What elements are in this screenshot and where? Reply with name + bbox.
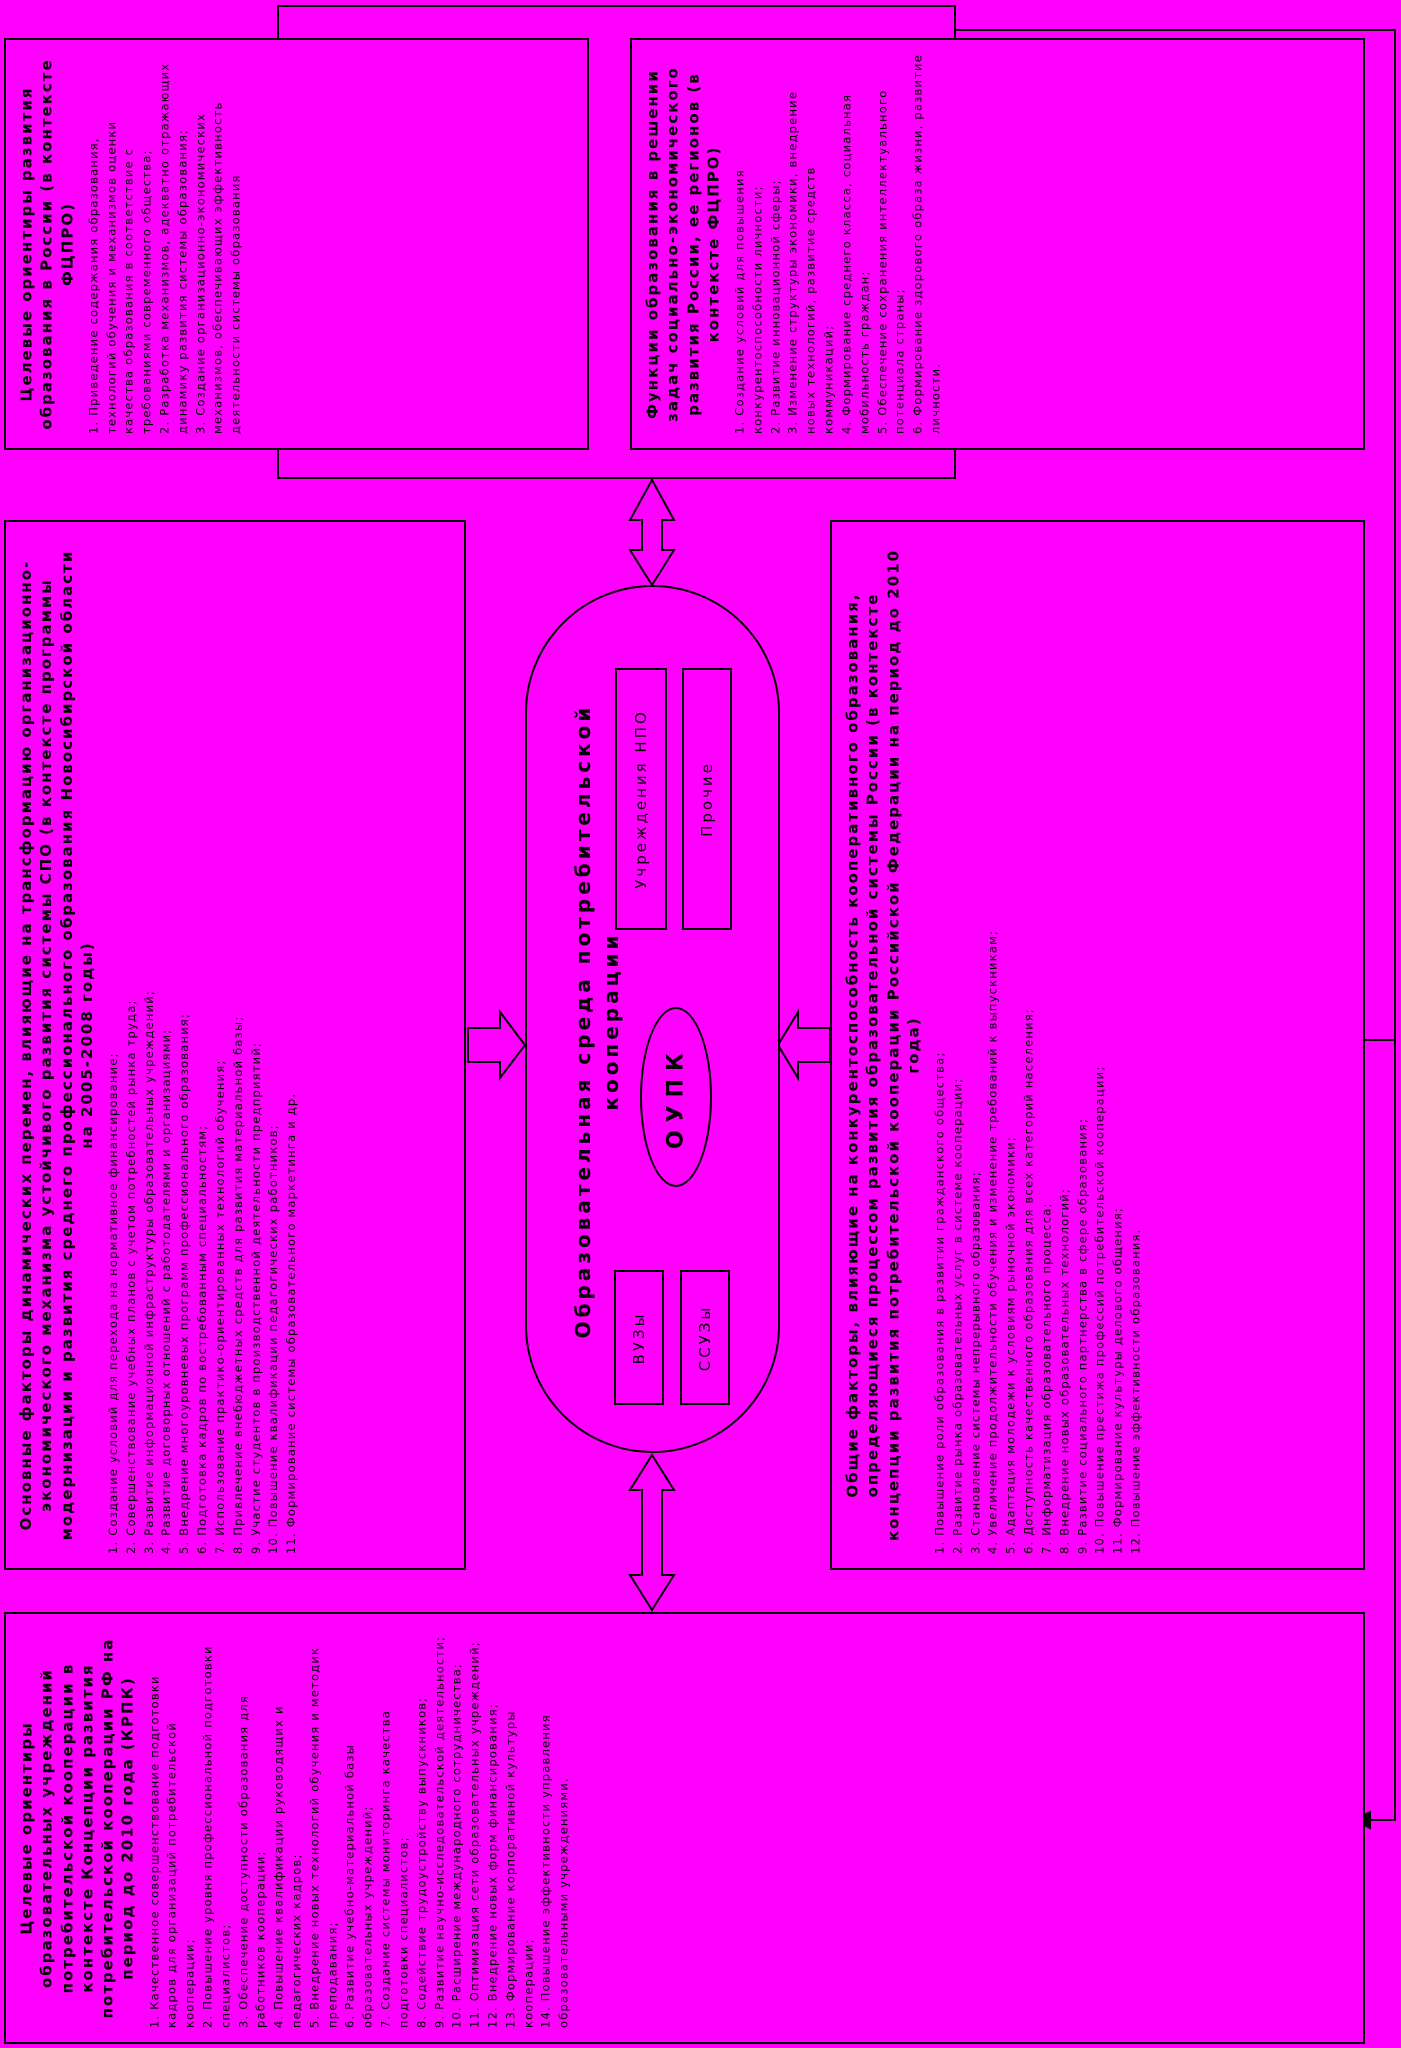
list-item: 3. Изменение структуры экономики, внедрение новых технологий, развитие средств коммуникаций; [785, 90, 836, 434]
list-item: 8. Внедрение новых образовательных технологий; [1056, 1187, 1071, 1554]
list-item: 2. Повышение уровня профессиональной подготовки специалистов; [199, 1645, 232, 2028]
list-item: 8. Привлечение внебюджетных средств для развития материальной базы; [230, 1015, 245, 1554]
list-item: 9. Развитие научно-исследовательской деятельности; [431, 1635, 446, 2028]
npo-institutions-box [615, 668, 667, 930]
list-item: 2. Совершенствование учебных планов с учетом потребностей рынка труда; [123, 999, 138, 1554]
list-item: 5. Внедрение новых технологий обучения и методик преподавания; [306, 1646, 339, 2028]
list-item: 12. Повышение эффективности образования. [1127, 1228, 1142, 1554]
list-item: 6. Развитие учебно-материальной базы образовательных учреждений; [342, 1743, 375, 2028]
npo-institutions-label: Учреждения НПО [632, 709, 650, 889]
list-item: 3. Развитие информационной инфраструктуры образовательных учреждений; [141, 989, 156, 1554]
list-item: 13. Формирование корпоративной культуры кооперации; [502, 1710, 535, 2028]
list-item: 4. Развитие договорных отношений с работодателями и организациями; [159, 1028, 174, 1554]
list-item: 5. Адаптация молодежи к условиям рыночной экономики; [1003, 1136, 1018, 1554]
list-item: 2. Развитие инновационной сферы; [767, 179, 782, 434]
list-item: 8. Содействие трудоустройству выпускников; [413, 1696, 428, 2028]
education-functions-title: Функции образования в решении задач социально-экономического развития России, ее регионов (в контексте ФЦПРО) [643, 66, 722, 422]
list-item: 10. Повышение престижа профессий потребительской кооперации; [1092, 1065, 1107, 1554]
list-item: 2. Разработка механизмов, адекватно отражающих динамику развития системы образования; [157, 62, 189, 434]
list-item: 1. Качественное совершенствование подготовки кадров для организаций потребительской кооперации; [146, 1675, 197, 2028]
list-item: 11. Формирование системы образовательного маркетинга и др. [284, 1092, 299, 1554]
list-item: 4. Повышение квалификации руководящих и педагогических кадров; [271, 1705, 303, 2028]
list-item: 3. Создание организационно-экономических механизмов, обеспечивающих эффективность деятельности системы образования [192, 101, 243, 434]
list-item: 12. Внедрение новых форм финансирования; [484, 1703, 499, 2028]
list-item: 4. Увеличение продолжительности обучения и изменение требований к выпускникам; [985, 929, 1000, 1554]
educational-environment-title: Образовательная среда потребительской кооперации [571, 703, 623, 1339]
list-item: 6. Подготовка кадров по востребованным специальностям; [195, 1124, 210, 1554]
list-item: 1. Создание условий для перехода на нормативное финансирование; [106, 1052, 120, 1554]
other-institutions-box [682, 668, 732, 930]
list-item: 11. Формирование культуры делового общения; [1110, 1206, 1125, 1554]
list-item: 6. Доступность качественного образования для всех категорий населения; [1021, 1008, 1036, 1554]
list-item: 4. Формирование среднего класса, социальная мобильность граждан; [838, 93, 871, 434]
universities-label: ВУЗы [630, 1311, 648, 1364]
list-item: 14. Повышение эффективности управления образовательными учреждениями. [538, 1714, 571, 2028]
list-item: 7. Использование практико-ориентированных технологий обучения; [212, 1059, 227, 1554]
general-factors-box [830, 520, 1365, 1570]
list-item: 3. Обеспечение доступности образования для работников кооперации; [235, 1694, 268, 2028]
oupk-hub [640, 1007, 712, 1187]
dynamic-factors-title: Основные факторы динамических перемен, влияющие на трансформацию организационно-экономического механизма устойчивого развития системы СПО (в контексте программы модернизации и развития среднего профессионального образования Новосибирской области на 2005-2008 годы) [17, 549, 96, 1541]
list-item: 10. Расширение международного сотрудничества; [449, 1662, 464, 2028]
list-item: 1. Приведение содержания образования, технологий обучения и механизмов оценки качества образования в соответствие с требованиями современного общества; [85, 120, 154, 434]
dynamic-factors-box [4, 520, 466, 1570]
general-factors-title: Общие факторы, влияющие на конкурентоспособность кооперативного образования, определяющиеся процессом развития образовательной системы России (в контексте концепции развития потребительской кооперации Российской Федерации на период до 2010 года) [843, 548, 922, 1542]
list-item: 5. Внедрение многоуровневых программ профессионального образования; [177, 1012, 192, 1554]
other-institutions-label: Прочие [698, 761, 716, 837]
list-item: 10. Повышение квалификации педагогических работников; [266, 1124, 281, 1554]
oupk-hub-label: ОУПК [663, 1044, 689, 1150]
list-item: 5. Обеспечение сохранения интеллектуального потенциала страны; [874, 89, 907, 434]
list-item: 9. Развитие социального партнерства в сфере образования; [1074, 1117, 1089, 1554]
cooperative-institutions-title: Целевые ориентиры образовательных учреждений потребительской кооперации в контексте Концепции развития потребительской кооперации РФ на период до 2010 года (КРПК) [17, 1637, 137, 2019]
target-guidelines-russia-box [4, 38, 589, 450]
cooperative-institutions-box [4, 1612, 1365, 2044]
list-item: 7. Создание системы мониторинга качества подготовки специалистов; [378, 1709, 410, 2028]
list-item: 3. Становление системы непрерывного образования; [967, 1171, 982, 1554]
list-item: 9. Участие студентов в производственной деятельности предприятий; [248, 1041, 263, 1554]
list-item: 1. Повышение роли образования в развитии гражданского общества; [932, 1051, 946, 1554]
list-item: 6. Формирование здорового образа жизни, развитие личности. [910, 54, 942, 434]
education-functions-box [630, 38, 1365, 450]
target-guidelines-russia-title: Целевые ориентиры развития образования в России (в контексте ФЦПРО) [17, 58, 76, 430]
colleges-box [680, 1270, 730, 1405]
list-item: 11. Оптимизация сети образовательных учреждений; [467, 1641, 482, 2028]
universities-box [614, 1270, 664, 1405]
list-item: 2. Развитие рынка образовательных услуг в системе кооперации; [949, 1077, 964, 1554]
list-item: 1. Создание условий для повышения конкурентоспособности личности; [732, 169, 764, 434]
colleges-label: ССУЗы [696, 1304, 714, 1371]
list-item: 7. Информатизация образовательного процесса; [1038, 1202, 1053, 1554]
